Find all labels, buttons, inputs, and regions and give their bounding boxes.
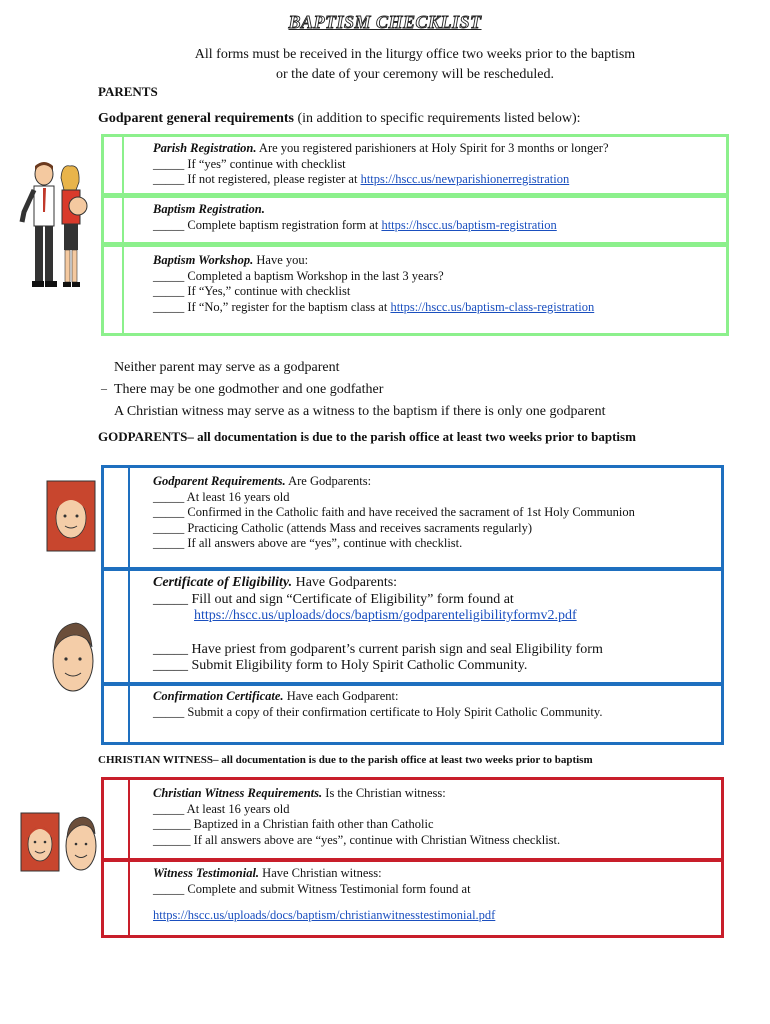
parish-question: Are you registered parishioners at Holy Spirit for 3 months or longer?	[256, 141, 609, 155]
list-item: A Christian witness may serve as a witness to the baptism if there is only one godparent	[114, 404, 606, 419]
godparents-heading: GODPARENTS– all documentation is due to the parish office at least two weeks prior to baptism	[98, 429, 636, 444]
eligibility-title: Certificate of Eligibility.	[153, 575, 293, 590]
dash-marker: –	[101, 381, 107, 395]
baptism-registration-link[interactable]: https://hscc.us/baptism-registration	[381, 217, 557, 232]
woman-face-icon	[46, 480, 96, 552]
baptism-class-link[interactable]: https://hscc.us/baptism-class-registration	[390, 299, 595, 314]
blue-divider	[128, 468, 130, 742]
red-divider	[128, 780, 130, 935]
list-item: There may be one godmother and one godfather	[114, 382, 384, 397]
witness-req-question: Is the Christian witness:	[322, 786, 446, 800]
eligibility-line-3: _____ Submit Eligibility form to Holy Spirit Catholic Community.	[153, 658, 528, 673]
godparent-req-line-2: _____ Confirmed in the Catholic faith and have received the sacrament of 1st Holy Communion	[153, 505, 635, 519]
witness-testimonial-section	[153, 866, 495, 924]
parish-line-2: _____ If not registered, please register at	[153, 172, 361, 186]
parish-line-1: _____ If “yes” continue with checklist	[153, 156, 346, 171]
witness-req-line-3: ______ If all answers above are “yes”, continue with Christian Witness checklist.	[153, 832, 561, 847]
intro-text	[0, 45, 770, 85]
page-title: BAPTISM CHECKLIST	[288, 12, 482, 32]
godparent-req-line-1: _____ At least 16 years old	[153, 489, 290, 504]
parents-heading: PARENTS	[98, 84, 158, 99]
workshop-question: Have you:	[253, 253, 309, 267]
witness-req-line-1: _____ At least 16 years old	[153, 801, 290, 816]
eligibility-question: Have Godparents:	[292, 575, 398, 590]
baptism-reg-line-1: _____ Complete baptism registration form at	[153, 217, 382, 232]
woman-face-icon	[20, 812, 60, 872]
intro-line-2: or the date of your ceremony will be rescheduled.	[276, 67, 554, 82]
baptism-reg-title: Baptism Registration.	[153, 202, 265, 216]
man-face-icon	[64, 812, 98, 874]
godparent-requirements-section	[153, 474, 635, 552]
parish-registration-section	[153, 141, 609, 188]
workshop-title: Baptism Workshop.	[153, 253, 254, 267]
christian-witness-heading: CHRISTIAN WITNESS– all documentation is due to the parish office at least two weeks prior to baptism	[98, 754, 593, 766]
godparent-req-line-3: _____ Practicing Catholic (attends Mass and receives sacraments regularly)	[153, 520, 533, 535]
godparent-req-question: Are Godparents:	[285, 474, 372, 488]
list-item: Neither parent may serve as a godparent	[114, 360, 340, 375]
witness-req-title: Christian Witness Requirements.	[153, 786, 323, 800]
man-face-icon	[50, 617, 96, 699]
testimonial-line-1: _____ Complete and submit Witness Testimonial form found at	[153, 881, 471, 896]
godparent-req-title: Godparent Requirements.	[153, 474, 286, 488]
christian-witness-requirements-section	[153, 786, 560, 848]
family-clipart-icon	[18, 160, 98, 300]
intro-line-1: All forms must be received in the liturgy office two weeks prior to the baptism	[194, 47, 636, 62]
green-divider	[122, 137, 124, 333]
confirmation-line-1: _____ Submit a copy of their confirmation certificate to Holy Spirit Catholic Community.	[153, 704, 603, 719]
parish-registration-link[interactable]: https://hscc.us/newparishionerregistration	[360, 172, 570, 186]
general-req-bold: Godparent general requirements	[98, 111, 294, 126]
witness-testimonial-link[interactable]: https://hscc.us/uploads/docs/baptism/christianwitnesstestimonial.pdf	[153, 908, 496, 922]
godparent-general-requirements	[98, 111, 581, 127]
general-req-rest: (in addition to specific requirements listed below):	[294, 111, 581, 126]
testimonial-title: Witness Testimonial.	[153, 866, 260, 880]
workshop-line-1: _____ Completed a baptism Workshop in the last 3 years?	[153, 268, 444, 283]
testimonial-question: Have Christian witness:	[259, 866, 382, 880]
confirmation-title: Confirmation Certificate.	[153, 689, 284, 703]
certificate-eligibility-section	[153, 575, 603, 675]
eligibility-line-2: _____ Have priest from godparent’s current parish sign and seal Eligibility form	[153, 641, 603, 657]
workshop-line-2: _____ If “Yes,” continue with checklist	[153, 284, 351, 298]
baptism-workshop-section	[153, 253, 594, 315]
confirmation-certificate-section	[153, 689, 602, 720]
godparent-req-line-4: _____ If all answers above are “yes”, continue with checklist.	[153, 536, 463, 550]
parent-rules-list	[114, 357, 605, 423]
parish-title: Parish Registration.	[153, 141, 257, 155]
eligibility-form-link[interactable]: https://hscc.us/uploads/docs/baptism/godparenteligibilityformv2.pdf	[194, 608, 577, 623]
baptism-registration-section	[153, 202, 557, 233]
workshop-line-3: _____ If “No,” register for the baptism class at	[153, 299, 391, 314]
eligibility-line-1: _____ Fill out and sign “Certificate of Eligibility” form found at	[153, 591, 514, 607]
confirmation-question: Have each Godparent:	[283, 689, 399, 703]
witness-req-line-2: ______ Baptized in a Christian faith other than Catholic	[153, 817, 434, 831]
